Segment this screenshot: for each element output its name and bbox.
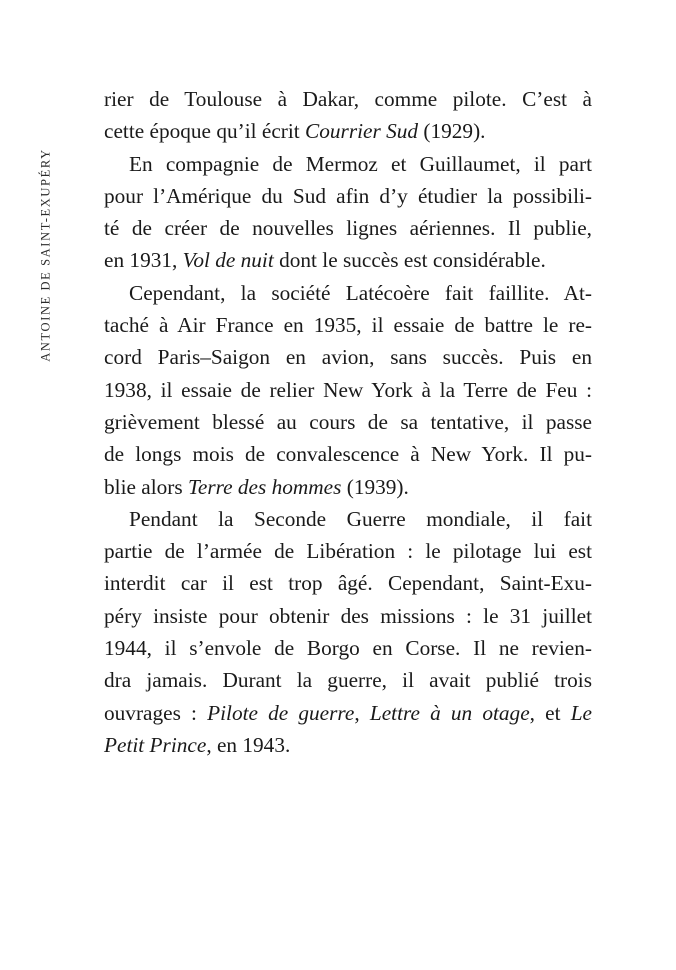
text-segment: , [354,700,370,725]
running-head-text: ANTOINE DE SAINT-EXUPÉRY [38,147,53,362]
text-segment: en 1931, [104,248,183,273]
text-line [104,697,592,729]
text-segment: (1929). [418,119,486,144]
text-line [104,632,592,664]
text-line [104,309,592,341]
running-head [36,112,56,397]
text-segment: grièvement blessé au cours de sa tentative, il passe [104,409,592,434]
text-line [104,471,592,503]
text-line [104,438,592,470]
text-line [104,535,592,567]
text-segment: Pendant la Seconde Guerre mondiale, il fait [129,506,592,531]
text-line [104,244,592,276]
text-line [104,180,592,212]
text-line [104,83,592,115]
text-line [104,664,592,696]
text-segment: partie de l’armée de Libération : le pilotage lui est [104,539,592,564]
text-segment: interdit car il est trop âgé. Cependant, Saint-Exu- [104,571,592,596]
text-segment: de longs mois de convalescence à New York. Il pu- [104,442,592,467]
text-line [104,503,592,535]
text-line [104,406,592,438]
text-segment: taché à Air France en 1935, il essaie de battre le re- [104,313,592,338]
italic-title: Terre des hommes [187,474,342,499]
text-segment: Cependant, la société Latécoère fait faillite. At- [129,280,592,305]
text-segment: , en 1943. [206,732,291,757]
text-segment: ouvrages : [104,700,208,725]
italic-title: Petit Prince [104,732,207,757]
text-line [104,341,592,373]
text-segment: dont le succès est considérable. [273,248,546,273]
italic-title: Courrier Sud [305,119,419,144]
text-segment: té de créer de nouvelles lignes aériennes. Il publie, [104,216,592,241]
italic-title: Pilote de guerre [207,700,355,725]
text-segment: cette époque qu’il écrit [104,119,306,144]
text-line [104,374,592,406]
text-line [104,148,592,180]
text-segment: pour l’Amérique du Sud afin d’y étudier la possibili- [104,183,592,208]
text-segment: blie alors [104,474,188,499]
text-line [104,115,592,147]
text-segment: (1939). [341,474,409,499]
italic-title: Vol de nuit [182,248,274,273]
text-line [104,567,592,599]
text-segment: 1938, il essaie de relier New York à la Terre de Feu : [104,377,592,402]
text-line [104,600,592,632]
text-segment: 1944, il s’envole de Borgo en Corse. Il ne revien- [104,636,592,661]
text-segment: dra jamais. Durant la guerre, il avait publié trois [104,668,592,693]
italic-title: Le [570,700,592,725]
text-segment: rier de Toulouse à Dakar, comme pilote. C’est à [104,87,592,111]
text-segment: péry insiste pour obtenir des missions : le 31 juillet [104,603,592,628]
body-text [104,83,592,761]
text-segment: En compagnie de Mermoz et Guillaumet, il part [129,151,592,176]
text-line [104,277,592,309]
text-line [104,729,592,761]
text-line [104,212,592,244]
text-segment: cord Paris–Saigon en avion, sans succès. Puis en [104,345,592,370]
italic-title: Lettre à un otage [369,700,530,725]
text-segment: , et [529,700,571,725]
